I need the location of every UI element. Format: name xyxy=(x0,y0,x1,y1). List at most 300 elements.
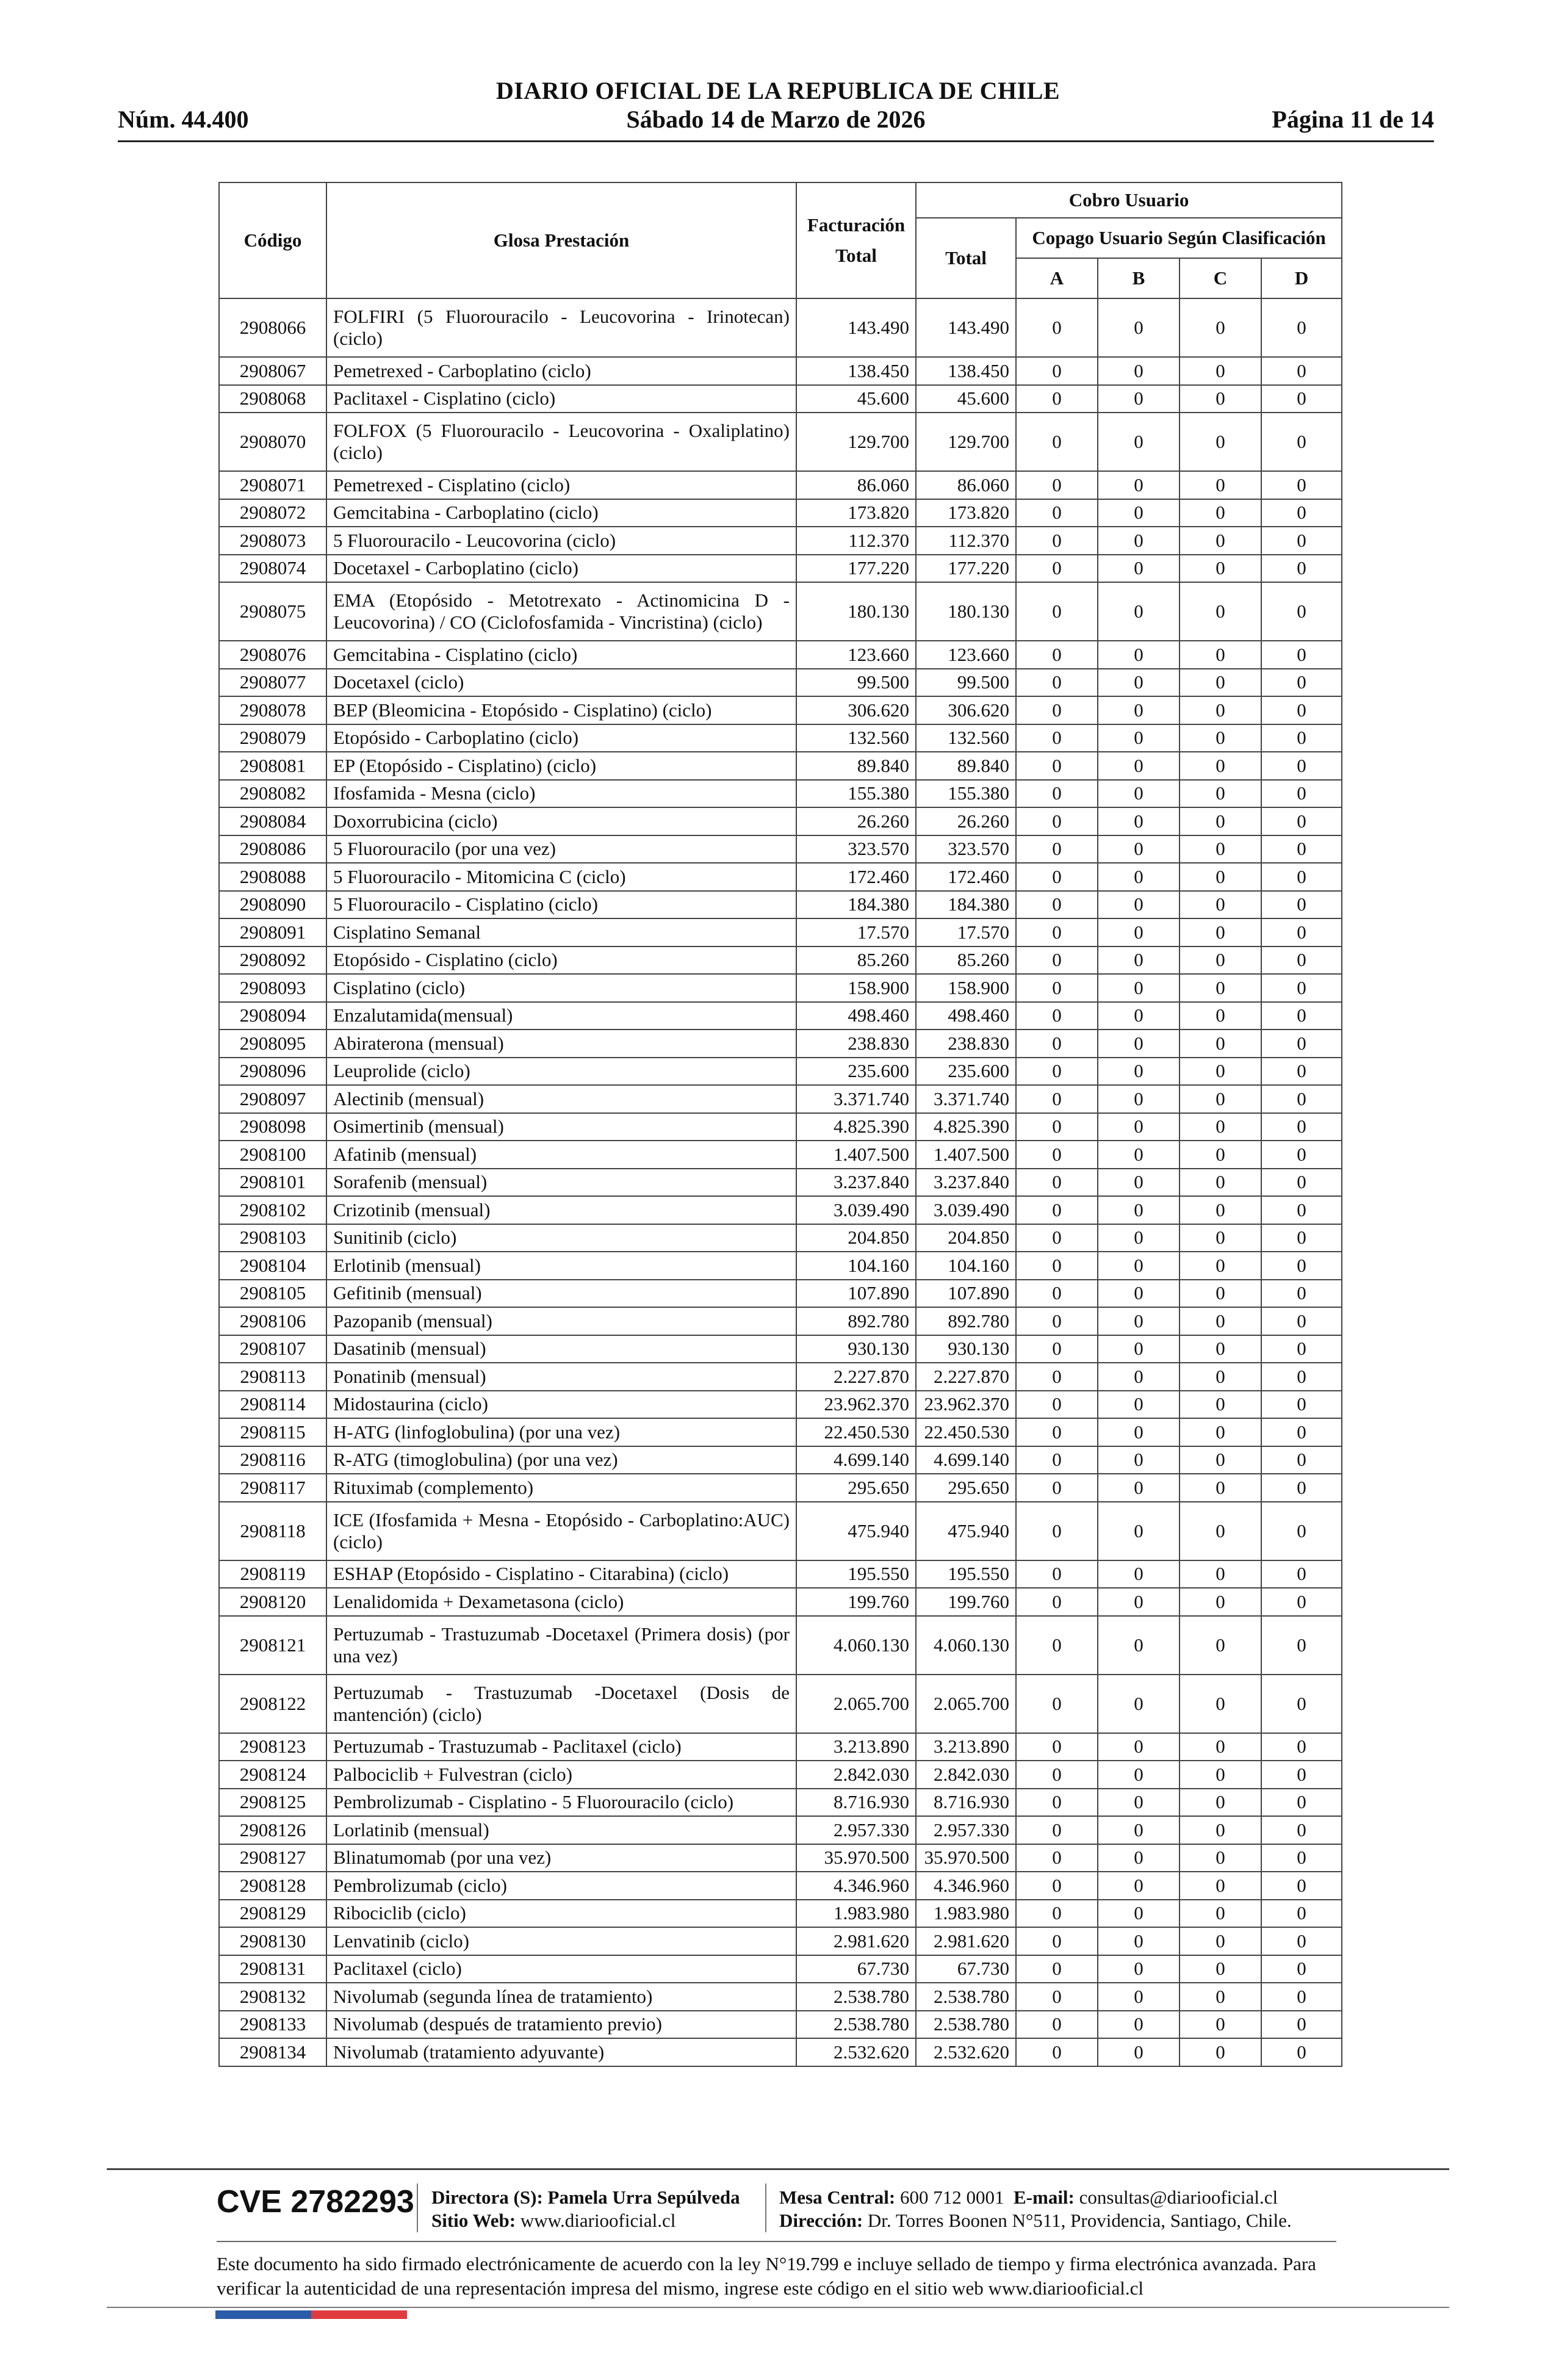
row-copago-a: 0 xyxy=(1016,974,1098,1002)
row-glosa: Pembrolizumab - Cisplatino - 5 Fluorouracilo (ciclo) xyxy=(326,1789,796,1817)
row-facturacion: 3.237.840 xyxy=(796,1169,916,1197)
row-copago-b: 0 xyxy=(1098,1955,1180,1983)
row-copago-b: 0 xyxy=(1098,1446,1180,1474)
table-row xyxy=(219,1196,1342,1224)
row-glosa: 5 Fluorouracilo - Cisplatino (ciclo) xyxy=(326,891,796,919)
row-copago-d: 0 xyxy=(1261,1363,1342,1391)
row-facturacion: 107.890 xyxy=(796,1280,916,1308)
row-copago-c: 0 xyxy=(1180,807,1261,835)
row-facturacion: 67.730 xyxy=(796,1955,916,1983)
row-total: 2.065.700 xyxy=(916,1675,1016,1733)
row-glosa: Nivolumab (segunda línea de tratamiento) xyxy=(326,1983,796,2011)
row-copago-c: 0 xyxy=(1180,835,1261,864)
row-copago-d: 0 xyxy=(1261,1816,1342,1844)
table-row xyxy=(219,1900,1342,1928)
row-glosa: Alectinib (mensual) xyxy=(326,1085,796,1113)
row-total: 2.981.620 xyxy=(916,1927,1016,1955)
row-copago-a: 0 xyxy=(1016,1280,1098,1308)
table-row xyxy=(219,1058,1342,1086)
row-copago-d: 0 xyxy=(1261,1141,1342,1169)
row-copago-c: 0 xyxy=(1180,918,1261,947)
row-total: 184.380 xyxy=(916,891,1016,919)
row-glosa: Gemcitabina - Carboplatino (ciclo) xyxy=(326,499,796,527)
row-total: 475.940 xyxy=(916,1502,1016,1560)
row-code: 2908070 xyxy=(219,413,326,471)
table-row xyxy=(219,891,1342,919)
row-total: 155.380 xyxy=(916,780,1016,808)
newspaper-title: DIARIO OFICIAL DE LA REPUBLICA DE CHILE xyxy=(495,77,1061,104)
row-copago-b: 0 xyxy=(1098,974,1180,1002)
row-copago-c: 0 xyxy=(1180,1955,1261,1983)
row-copago-b: 0 xyxy=(1098,1474,1180,1502)
row-facturacion: 3.213.890 xyxy=(796,1733,916,1761)
row-copago-d: 0 xyxy=(1261,1675,1342,1733)
row-total: 306.620 xyxy=(916,696,1016,724)
row-copago-d: 0 xyxy=(1261,471,1342,499)
row-copago-b: 0 xyxy=(1098,1983,1180,2011)
table-row xyxy=(219,1872,1342,1900)
col-header-total: Total xyxy=(916,218,1016,298)
row-total: 3.039.490 xyxy=(916,1196,1016,1224)
row-copago-d: 0 xyxy=(1261,1955,1342,1983)
row-glosa: Abiraterona (mensual) xyxy=(326,1030,796,1058)
row-glosa: Pembrolizumab (ciclo) xyxy=(326,1872,796,1900)
row-copago-c: 0 xyxy=(1180,1446,1261,1474)
row-glosa: Ifosfamida - Mesna (ciclo) xyxy=(326,780,796,808)
row-copago-d: 0 xyxy=(1261,1588,1342,1616)
row-copago-b: 0 xyxy=(1098,471,1180,499)
row-facturacion: 204.850 xyxy=(796,1224,916,1252)
row-copago-a: 0 xyxy=(1016,1252,1098,1280)
row-copago-d: 0 xyxy=(1261,1169,1342,1197)
row-copago-c: 0 xyxy=(1180,471,1261,499)
row-total: 4.060.130 xyxy=(916,1616,1016,1675)
row-facturacion: 173.820 xyxy=(796,499,916,527)
row-glosa: Ponatinib (mensual) xyxy=(326,1363,796,1391)
table-row xyxy=(219,807,1342,835)
row-copago-a: 0 xyxy=(1016,1761,1098,1789)
row-copago-b: 0 xyxy=(1098,724,1180,752)
table-row xyxy=(219,1113,1342,1141)
row-copago-a: 0 xyxy=(1016,752,1098,780)
table-row xyxy=(219,918,1342,947)
row-facturacion: 295.650 xyxy=(796,1474,916,1502)
row-facturacion: 8.716.930 xyxy=(796,1789,916,1817)
row-total: 892.780 xyxy=(916,1307,1016,1335)
row-copago-a: 0 xyxy=(1016,471,1098,499)
row-copago-d: 0 xyxy=(1261,1560,1342,1588)
row-copago-c: 0 xyxy=(1180,1616,1261,1675)
row-copago-b: 0 xyxy=(1098,1733,1180,1761)
table-row xyxy=(219,527,1342,555)
row-code: 2908077 xyxy=(219,669,326,697)
table-row xyxy=(219,1955,1342,1983)
row-copago-c: 0 xyxy=(1180,1391,1261,1419)
row-copago-c: 0 xyxy=(1180,582,1261,641)
footer-editorial-info xyxy=(431,2186,740,2232)
row-copago-c: 0 xyxy=(1180,1224,1261,1252)
row-glosa: R-ATG (timoglobulina) (por una vez) xyxy=(326,1446,796,1474)
row-copago-b: 0 xyxy=(1098,2011,1180,2039)
row-copago-c: 0 xyxy=(1180,385,1261,413)
row-copago-a: 0 xyxy=(1016,780,1098,808)
row-facturacion: 99.500 xyxy=(796,669,916,697)
row-code: 2908129 xyxy=(219,1900,326,1928)
row-copago-b: 0 xyxy=(1098,891,1180,919)
row-glosa: 5 Fluorouracilo - Leucovorina (ciclo) xyxy=(326,527,796,555)
row-code: 2908082 xyxy=(219,780,326,808)
table-row xyxy=(219,1002,1342,1030)
row-copago-a: 0 xyxy=(1016,835,1098,864)
table-row xyxy=(219,1588,1342,1616)
row-total: 930.130 xyxy=(916,1335,1016,1363)
row-copago-c: 0 xyxy=(1180,1363,1261,1391)
row-copago-a: 0 xyxy=(1016,527,1098,555)
row-facturacion: 4.825.390 xyxy=(796,1113,916,1141)
row-total: 177.220 xyxy=(916,555,1016,583)
row-copago-d: 0 xyxy=(1261,1085,1342,1113)
row-copago-d: 0 xyxy=(1261,1196,1342,1224)
row-copago-b: 0 xyxy=(1098,696,1180,724)
row-copago-d: 0 xyxy=(1261,1616,1342,1675)
col-header-cobro: Cobro Usuario xyxy=(916,182,1342,218)
row-glosa: 5 Fluorouracilo - Mitomicina C (ciclo) xyxy=(326,863,796,891)
row-copago-c: 0 xyxy=(1180,863,1261,891)
row-code: 2908068 xyxy=(219,385,326,413)
row-glosa: ESHAP (Etopósido - Cisplatino - Citarabina) (ciclo) xyxy=(326,1560,796,1588)
row-copago-b: 0 xyxy=(1098,1002,1180,1030)
row-copago-d: 0 xyxy=(1261,1983,1342,2011)
row-copago-b: 0 xyxy=(1098,385,1180,413)
row-copago-d: 0 xyxy=(1261,1789,1342,1817)
row-total: 107.890 xyxy=(916,1280,1016,1308)
row-glosa: Dasatinib (mensual) xyxy=(326,1335,796,1363)
row-copago-a: 0 xyxy=(1016,807,1098,835)
row-code: 2908102 xyxy=(219,1196,326,1224)
row-copago-a: 0 xyxy=(1016,1616,1098,1675)
cve-code: CVE 2782293 xyxy=(217,2184,414,2220)
row-total: 1.407.500 xyxy=(916,1141,1016,1169)
table-row xyxy=(219,724,1342,752)
row-total: 1.983.980 xyxy=(916,1900,1016,1928)
row-copago-b: 0 xyxy=(1098,1616,1180,1675)
row-code: 2908127 xyxy=(219,1844,326,1872)
row-code: 2908115 xyxy=(219,1418,326,1446)
row-glosa: Rituximab (complemento) xyxy=(326,1474,796,1502)
row-facturacion: 26.260 xyxy=(796,807,916,835)
row-copago-c: 0 xyxy=(1180,555,1261,583)
table-row xyxy=(219,1927,1342,1955)
row-copago-a: 0 xyxy=(1016,1391,1098,1419)
table-row xyxy=(219,298,1342,357)
table-row xyxy=(219,2038,1342,2066)
row-copago-c: 0 xyxy=(1180,1816,1261,1844)
row-copago-c: 0 xyxy=(1180,1307,1261,1335)
row-copago-a: 0 xyxy=(1016,1002,1098,1030)
row-copago-c: 0 xyxy=(1180,298,1261,357)
row-copago-d: 0 xyxy=(1261,780,1342,808)
table-body xyxy=(219,298,1342,2066)
row-copago-b: 0 xyxy=(1098,1363,1180,1391)
row-code: 2908105 xyxy=(219,1280,326,1308)
row-total: 204.850 xyxy=(916,1224,1016,1252)
row-copago-a: 0 xyxy=(1016,298,1098,357)
row-copago-b: 0 xyxy=(1098,863,1180,891)
row-facturacion: 2.532.620 xyxy=(796,2038,916,2066)
row-code: 2908126 xyxy=(219,1816,326,1844)
table-row xyxy=(219,1280,1342,1308)
row-copago-d: 0 xyxy=(1261,1252,1342,1280)
row-copago-a: 0 xyxy=(1016,1418,1098,1446)
row-copago-c: 0 xyxy=(1180,499,1261,527)
row-glosa: Blinatumomab (por una vez) xyxy=(326,1844,796,1872)
row-facturacion: 892.780 xyxy=(796,1307,916,1335)
row-glosa: Midostaurina (ciclo) xyxy=(326,1391,796,1419)
row-code: 2908122 xyxy=(219,1675,326,1733)
footer-inner-divider xyxy=(217,2241,1336,2242)
row-code: 2908120 xyxy=(219,1588,326,1616)
row-code: 2908072 xyxy=(219,499,326,527)
row-copago-c: 0 xyxy=(1180,1113,1261,1141)
row-facturacion: 35.970.500 xyxy=(796,1844,916,1872)
row-facturacion: 1.407.500 xyxy=(796,1141,916,1169)
row-facturacion: 129.700 xyxy=(796,413,916,471)
row-copago-d: 0 xyxy=(1261,1844,1342,1872)
row-copago-a: 0 xyxy=(1016,1335,1098,1363)
row-glosa: Gefitinib (mensual) xyxy=(326,1280,796,1308)
table-row xyxy=(219,752,1342,780)
row-copago-a: 0 xyxy=(1016,2011,1098,2039)
row-code: 2908132 xyxy=(219,1983,326,2011)
row-code: 2908079 xyxy=(219,724,326,752)
row-total: 295.650 xyxy=(916,1474,1016,1502)
table-row xyxy=(219,1733,1342,1761)
row-copago-d: 0 xyxy=(1261,1733,1342,1761)
row-facturacion: 180.130 xyxy=(796,582,916,641)
row-copago-c: 0 xyxy=(1180,669,1261,697)
table-row xyxy=(219,1307,1342,1335)
row-facturacion: 158.900 xyxy=(796,974,916,1002)
row-copago-b: 0 xyxy=(1098,2038,1180,2066)
row-glosa: Lenvatinib (ciclo) xyxy=(326,1927,796,1955)
row-code: 2908128 xyxy=(219,1872,326,1900)
row-copago-b: 0 xyxy=(1098,555,1180,583)
row-copago-d: 0 xyxy=(1261,555,1342,583)
row-copago-c: 0 xyxy=(1180,1196,1261,1224)
table-row xyxy=(219,1616,1342,1675)
table-row xyxy=(219,1141,1342,1169)
row-total: 195.550 xyxy=(916,1560,1016,1588)
row-copago-d: 0 xyxy=(1261,413,1342,471)
row-copago-d: 0 xyxy=(1261,724,1342,752)
row-copago-b: 0 xyxy=(1098,582,1180,641)
row-copago-a: 0 xyxy=(1016,1058,1098,1086)
row-copago-b: 0 xyxy=(1098,1761,1180,1789)
row-copago-b: 0 xyxy=(1098,1872,1180,1900)
row-copago-a: 0 xyxy=(1016,1816,1098,1844)
row-facturacion: 498.460 xyxy=(796,1002,916,1030)
row-copago-a: 0 xyxy=(1016,863,1098,891)
row-copago-c: 0 xyxy=(1180,1335,1261,1363)
row-copago-c: 0 xyxy=(1180,1560,1261,1588)
row-copago-c: 0 xyxy=(1180,1252,1261,1280)
table-row xyxy=(219,413,1342,471)
row-copago-d: 0 xyxy=(1261,752,1342,780)
legal-notice: Este documento ha sido firmado electrónicamente de acuerdo con la ley N°19.799 e incluye sellado de tiempo y firma electrónica avanzada. Para verificar la autenticidad de una representación impresa del mismo, ingrese este código en el sitio web www.diariooficial.cl xyxy=(217,2253,1316,2299)
row-copago-b: 0 xyxy=(1098,1085,1180,1113)
row-facturacion: 143.490 xyxy=(796,298,916,357)
row-copago-c: 0 xyxy=(1180,1085,1261,1113)
table-row xyxy=(219,1169,1342,1197)
row-code: 2908090 xyxy=(219,891,326,919)
row-glosa: Pazopanib (mensual) xyxy=(326,1307,796,1335)
row-total: 2.538.780 xyxy=(916,2011,1016,2039)
table-row xyxy=(219,1816,1342,1844)
row-copago-a: 0 xyxy=(1016,696,1098,724)
row-copago-c: 0 xyxy=(1180,1872,1261,1900)
table-row xyxy=(219,1391,1342,1419)
table-row xyxy=(219,947,1342,975)
row-copago-d: 0 xyxy=(1261,1224,1342,1252)
row-copago-c: 0 xyxy=(1180,527,1261,555)
row-glosa: Enzalutamida(mensual) xyxy=(326,1002,796,1030)
row-code: 2908114 xyxy=(219,1391,326,1419)
row-total: 4.825.390 xyxy=(916,1113,1016,1141)
row-total: 129.700 xyxy=(916,413,1016,471)
row-total: 85.260 xyxy=(916,947,1016,975)
row-glosa: Cisplatino (ciclo) xyxy=(326,974,796,1002)
row-copago-a: 0 xyxy=(1016,1789,1098,1817)
row-glosa: Afatinib (mensual) xyxy=(326,1141,796,1169)
row-copago-a: 0 xyxy=(1016,1733,1098,1761)
row-copago-a: 0 xyxy=(1016,947,1098,975)
row-facturacion: 184.380 xyxy=(796,891,916,919)
row-glosa: Erlotinib (mensual) xyxy=(326,1252,796,1280)
row-copago-a: 0 xyxy=(1016,1363,1098,1391)
row-code: 2908124 xyxy=(219,1761,326,1789)
footer-divider xyxy=(107,2168,1449,2170)
table-row xyxy=(219,582,1342,641)
row-copago-b: 0 xyxy=(1098,947,1180,975)
row-code: 2908096 xyxy=(219,1058,326,1086)
row-copago-b: 0 xyxy=(1098,413,1180,471)
row-total: 99.500 xyxy=(916,669,1016,697)
table-row xyxy=(219,555,1342,583)
row-copago-d: 0 xyxy=(1261,2011,1342,2039)
row-copago-b: 0 xyxy=(1098,1816,1180,1844)
row-code: 2908130 xyxy=(219,1927,326,1955)
row-facturacion: 2.981.620 xyxy=(796,1927,916,1955)
issue-number: Núm. 44.400 xyxy=(118,106,249,133)
row-total: 112.370 xyxy=(916,527,1016,555)
row-copago-b: 0 xyxy=(1098,1335,1180,1363)
col-header-a: A xyxy=(1016,258,1098,298)
row-total: 4.346.960 xyxy=(916,1872,1016,1900)
row-facturacion: 2.065.700 xyxy=(796,1675,916,1733)
row-copago-d: 0 xyxy=(1261,385,1342,413)
row-total: 2.227.870 xyxy=(916,1363,1016,1391)
row-code: 2908125 xyxy=(219,1789,326,1817)
row-code: 2908066 xyxy=(219,298,326,357)
row-copago-b: 0 xyxy=(1098,1169,1180,1197)
row-glosa: Etopósido - Cisplatino (ciclo) xyxy=(326,947,796,975)
row-copago-c: 0 xyxy=(1180,1418,1261,1446)
row-code: 2908086 xyxy=(219,835,326,864)
row-facturacion: 930.130 xyxy=(796,1335,916,1363)
row-glosa: Etopósido - Carboplatino (ciclo) xyxy=(326,724,796,752)
table-row xyxy=(219,974,1342,1002)
row-copago-b: 0 xyxy=(1098,527,1180,555)
row-copago-d: 0 xyxy=(1261,974,1342,1002)
row-copago-b: 0 xyxy=(1098,780,1180,808)
row-facturacion: 89.840 xyxy=(796,752,916,780)
row-glosa: Lorlatinib (mensual) xyxy=(326,1816,796,1844)
row-total: 2.538.780 xyxy=(916,1983,1016,2011)
row-copago-b: 0 xyxy=(1098,1030,1180,1058)
row-glosa: FOLFIRI (5 Fluorouracilo - Leucovorina - Irinotecan) (ciclo) xyxy=(326,298,796,357)
row-copago-a: 0 xyxy=(1016,1474,1098,1502)
row-copago-d: 0 xyxy=(1261,2038,1342,2066)
row-copago-d: 0 xyxy=(1261,1030,1342,1058)
row-copago-d: 0 xyxy=(1261,669,1342,697)
flag-bar-red xyxy=(311,2310,407,2319)
row-facturacion: 123.660 xyxy=(796,641,916,669)
header-divider xyxy=(118,140,1434,142)
row-glosa: Docetaxel (ciclo) xyxy=(326,669,796,697)
row-copago-a: 0 xyxy=(1016,582,1098,641)
row-glosa: Nivolumab (después de tratamiento previo) xyxy=(326,2011,796,2039)
row-copago-c: 0 xyxy=(1180,1927,1261,1955)
row-facturacion: 138.450 xyxy=(796,357,916,385)
row-copago-d: 0 xyxy=(1261,1113,1342,1141)
row-copago-a: 0 xyxy=(1016,1502,1098,1560)
table-row xyxy=(219,1844,1342,1872)
row-copago-c: 0 xyxy=(1180,1169,1261,1197)
row-copago-c: 0 xyxy=(1180,413,1261,471)
prestaciones-table xyxy=(218,182,1342,2067)
row-glosa: Sorafenib (mensual) xyxy=(326,1169,796,1197)
row-facturacion: 475.940 xyxy=(796,1502,916,1560)
row-total: 498.460 xyxy=(916,1002,1016,1030)
row-glosa: Ribociclib (ciclo) xyxy=(326,1900,796,1928)
direccion-value: Dr. Torres Boonen N°511, Providencia, Santiago, Chile. xyxy=(867,2210,1292,2231)
table-row xyxy=(219,780,1342,808)
table-row xyxy=(219,1446,1342,1474)
row-copago-a: 0 xyxy=(1016,1560,1098,1588)
row-copago-c: 0 xyxy=(1180,696,1261,724)
table-row xyxy=(219,471,1342,499)
sitio-link[interactable]: www.diariooficial.cl xyxy=(520,2210,676,2231)
row-total: 22.450.530 xyxy=(916,1418,1016,1446)
row-code: 2908101 xyxy=(219,1169,326,1197)
directora-label: Directora (S): xyxy=(431,2187,543,2208)
row-code: 2908103 xyxy=(219,1224,326,1252)
row-copago-d: 0 xyxy=(1261,1280,1342,1308)
row-copago-b: 0 xyxy=(1098,752,1180,780)
table-row xyxy=(219,2011,1342,2039)
row-copago-d: 0 xyxy=(1261,1418,1342,1446)
email-link[interactable]: consultas@diariooficial.cl xyxy=(1079,2187,1278,2208)
row-code: 2908118 xyxy=(219,1502,326,1560)
table-row xyxy=(219,1030,1342,1058)
issue-date: Sábado 14 de Marzo de 2026 xyxy=(626,106,926,133)
row-code: 2908093 xyxy=(219,974,326,1002)
row-code: 2908098 xyxy=(219,1113,326,1141)
row-copago-d: 0 xyxy=(1261,499,1342,527)
row-copago-a: 0 xyxy=(1016,1844,1098,1872)
row-copago-d: 0 xyxy=(1261,1927,1342,1955)
row-copago-c: 0 xyxy=(1180,1030,1261,1058)
